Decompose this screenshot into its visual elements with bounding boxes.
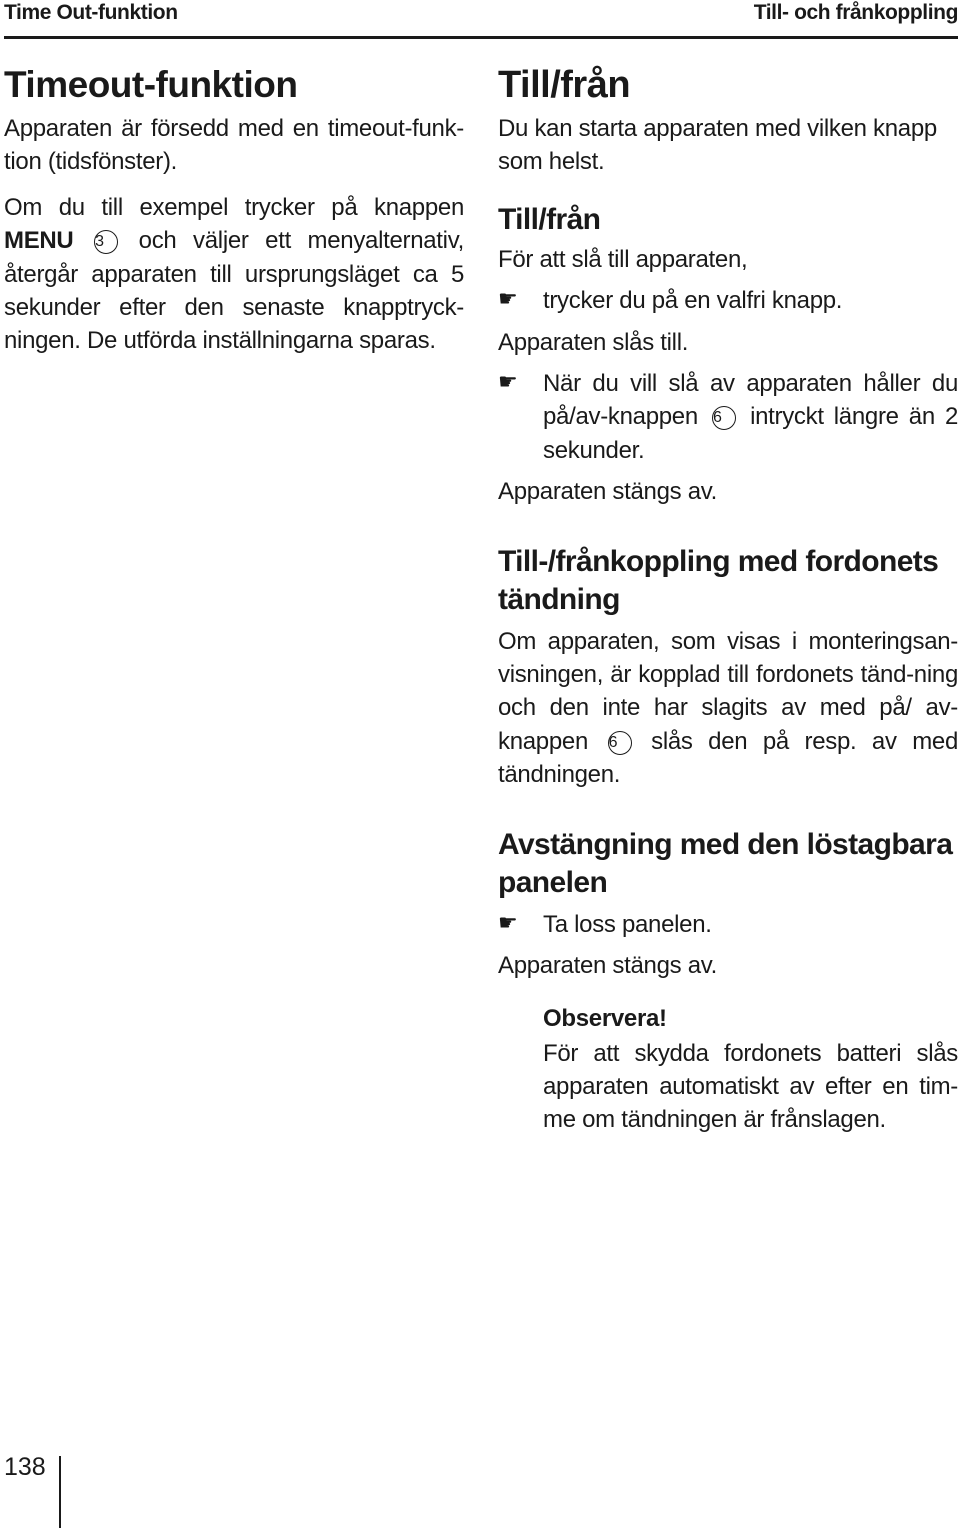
page-number: 138 bbox=[4, 1453, 46, 1481]
timeout-heading: Timeout-funktion bbox=[4, 64, 298, 105]
pointing-hand-icon: ☛ bbox=[498, 287, 518, 313]
menu-keyword: MENU bbox=[4, 227, 74, 255]
bullet-2-text bbox=[543, 367, 958, 467]
result-on: Apparaten slås till. bbox=[498, 328, 689, 356]
ignition-text-start: Om apparaten, som visas i monteringsan-visningen, är kopplad till fordonets tänd-ning och den inte har slagits av med på/ av-knappen bbox=[498, 627, 958, 755]
pointing-hand-icon: ☛ bbox=[498, 910, 518, 936]
bullet-press-any-key bbox=[498, 284, 958, 317]
subsection-onoff-heading: Till/från bbox=[498, 202, 601, 236]
left-column bbox=[4, 60, 464, 358]
note-text: För att skydda fordonets batteri slås apparaten automatiskt av efter en tim-me om tändningen är frånslagen. bbox=[543, 1039, 958, 1134]
bullet-remove-panel bbox=[498, 908, 958, 941]
bullet-2-start: När du vill slå av apparaten håller du på/av-knappen bbox=[543, 370, 958, 431]
panel-heading: Avstängning med den löstagbara panelen bbox=[498, 827, 953, 899]
ignition-text-end: slås den på resp. av med tändningen. bbox=[498, 727, 959, 789]
timeout-para-1: Apparaten är försedd med en timeout-funk-tion (tidsfönster). bbox=[4, 115, 464, 176]
ignition-text bbox=[498, 625, 958, 792]
result-panel-off: Apparaten stängs av. bbox=[498, 952, 718, 980]
page-number-bar bbox=[59, 1456, 61, 1528]
timeout-para-2-start: Om du till exempel trycker på knappen bbox=[4, 193, 464, 221]
key-number-6-badge: 6 bbox=[608, 731, 632, 755]
note-title: Observera! bbox=[543, 1004, 667, 1032]
section-onoff-text: Du kan starta apparaten med vilken knapp som helst. bbox=[498, 115, 937, 176]
ignition-heading: Till-/frånkoppling med fordonets tändning bbox=[498, 544, 939, 616]
header-rule bbox=[4, 36, 958, 39]
key-number-3-badge: 3 bbox=[94, 230, 118, 254]
timeout-para-2-end: och väljer ett menyalternativ, återgår apparaten till ursprungsläget ca 5 sekunder efter den senaste knapptryck-ningen. De utförda inställningarna sparas. bbox=[4, 227, 464, 355]
timeout-para-2 bbox=[4, 191, 464, 358]
key-number-6-badge: 6 bbox=[712, 406, 736, 430]
header-chapter-title: Time Out-funktion bbox=[4, 1, 178, 24]
bullet-3-text: Ta loss panelen. bbox=[543, 910, 712, 938]
bullet-hold-onoff bbox=[498, 367, 958, 467]
section-onoff-heading: Till/från bbox=[498, 64, 631, 106]
bullet-2-end: intryckt längre än 2 sekunder. bbox=[543, 403, 958, 464]
right-column bbox=[498, 60, 958, 1137]
bullet-1-text: trycker du på en valfri knapp. bbox=[543, 287, 843, 315]
pointing-hand-icon: ☛ bbox=[498, 370, 518, 396]
onoff-intro: För att slå till apparaten, bbox=[498, 245, 748, 273]
header-section-title: Till- och frånkoppling bbox=[753, 1, 958, 24]
note-box bbox=[498, 1001, 958, 1137]
result-off: Apparaten stängs av. bbox=[498, 478, 718, 506]
